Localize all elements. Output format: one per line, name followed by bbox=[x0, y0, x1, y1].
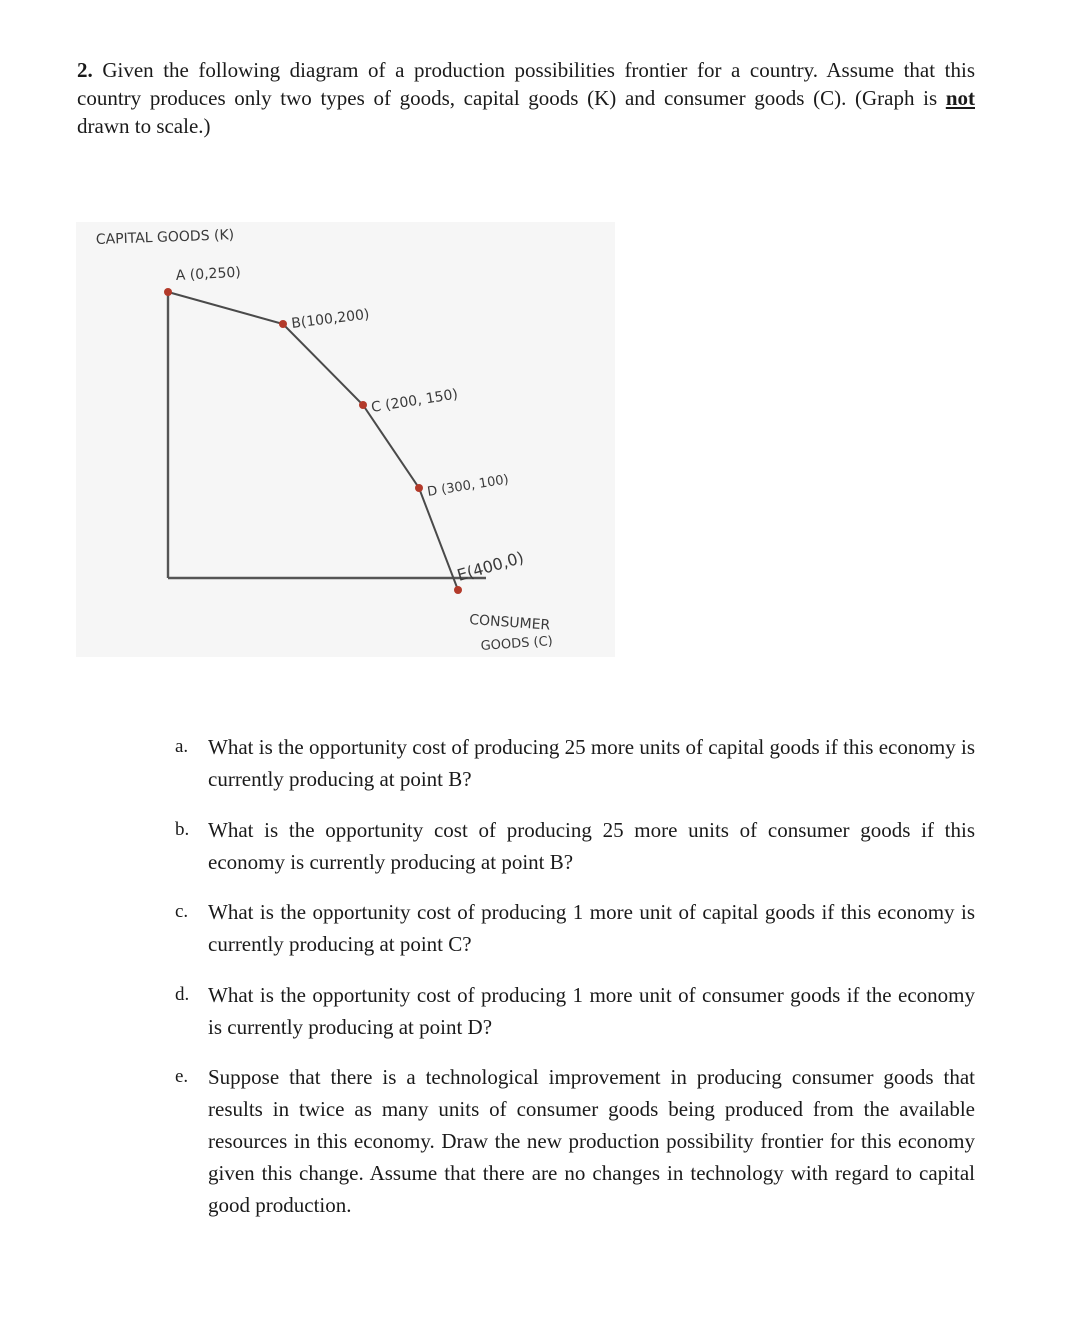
subquestion-text: What is the opportunity cost of producing 25 more units of consumer goods if this economy is currently producing at point B? bbox=[208, 818, 975, 874]
subquestion-letter: b. bbox=[175, 819, 190, 840]
point-marker-c bbox=[359, 401, 367, 409]
point-label-a: A (0,250) bbox=[175, 264, 242, 284]
ppf-curve bbox=[168, 292, 458, 590]
question-number: 2. bbox=[77, 58, 93, 82]
emphasis-not: not bbox=[945, 86, 975, 110]
point-label-d: D (300, 100) bbox=[426, 472, 510, 500]
point-marker-b bbox=[279, 320, 287, 328]
point-label-e: E(400,0) bbox=[454, 547, 526, 585]
subquestion-c bbox=[175, 896, 975, 960]
y-axis-title: CAPITAL GOODS (K) bbox=[95, 227, 235, 248]
ppf-points bbox=[164, 265, 526, 594]
question-text: Given the following diagram of a production possibilities frontier for a country. Assume that this country produces only two types of goods, capital goods (K) and consumer goods (C). (Graph is bbox=[77, 58, 975, 110]
subquestion-text: What is the opportunity cost of producing 25 more units of capital goods if this economy is currently producing at point B? bbox=[208, 735, 975, 791]
subquestion-e bbox=[175, 1061, 975, 1221]
subquestion-letter: d. bbox=[175, 984, 190, 1005]
point-label-b: B(100,200) bbox=[290, 306, 371, 332]
point-marker-a bbox=[164, 288, 172, 296]
subquestion-letter: c. bbox=[175, 901, 189, 922]
point-label-c: C (200, 150) bbox=[370, 386, 460, 416]
subquestion-a bbox=[175, 731, 975, 795]
subquestion-text: What is the opportunity cost of producing 1 more unit of consumer goods if the economy is currently producing at point D? bbox=[208, 983, 975, 1039]
subquestion-d bbox=[175, 979, 975, 1043]
point-marker-d bbox=[415, 484, 423, 492]
subquestion-text: What is the opportunity cost of producing 1 more unit of capital goods if this economy is currently producing at point C? bbox=[208, 900, 975, 956]
x-axis-title-line2: GOODS (C) bbox=[480, 633, 554, 654]
ppf-figure bbox=[76, 222, 615, 657]
x-axis-title-line1: CONSUMER bbox=[468, 612, 551, 634]
question-intro bbox=[77, 56, 975, 140]
subquestion-text: Suppose that there is a technological improvement in producing consumer goods that results in twice as many units of consumer goods being produced from the available resources in this economy. Draw the new production possibility frontier for this economy given this change. Assume that there are no changes in technology with regard to capital good production. bbox=[208, 1065, 975, 1217]
ppf-chart bbox=[76, 222, 615, 657]
subquestion-b bbox=[175, 814, 975, 878]
question-text-end: drawn to scale.) bbox=[77, 114, 211, 138]
subquestion-letter: e. bbox=[175, 1066, 189, 1087]
subquestion-letter: a. bbox=[175, 736, 189, 757]
point-marker-e bbox=[454, 586, 462, 594]
